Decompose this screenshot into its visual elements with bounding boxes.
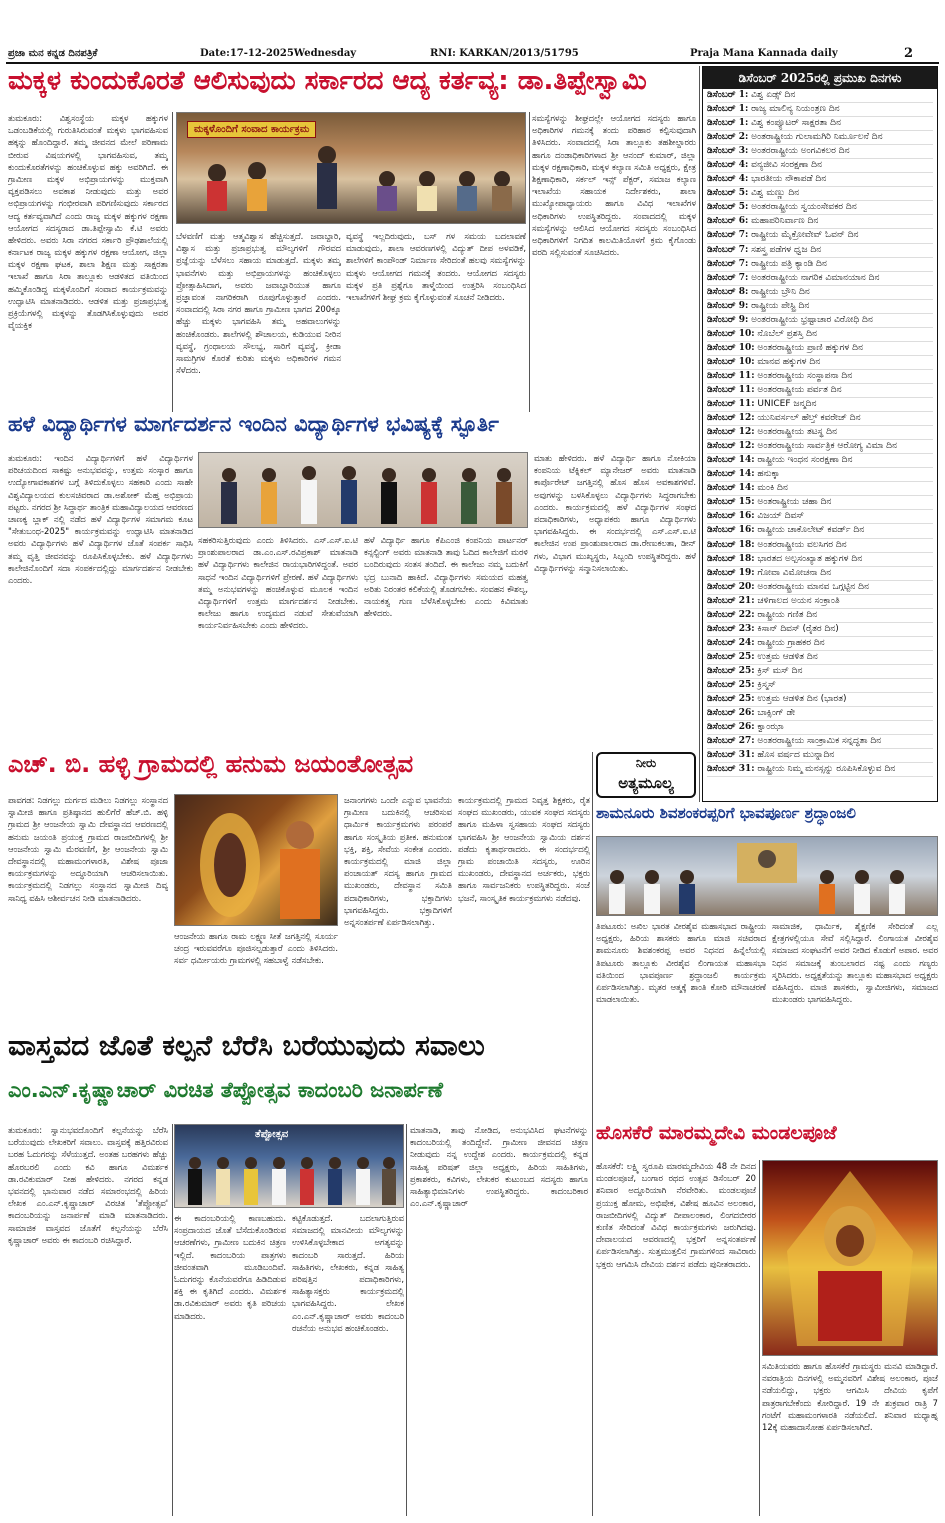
article5-column: ತುಮಕೂರು: ಸ್ವಾನುಭವದೊಂದಿಗೆ ಕಲ್ಪನೆಯನ್ನು ಬೆರೆಸಿ ಬರೆಯುವುದು ಲೇಖಕರಿಗೆ ಸವಾಲು. ವಾಸ್ತವಕ್ಕೆ ಹತ್ತಿರವಿರುವ ಬರಹ ಓದುಗರನ್ನು ಸೆಳೆಯುತ್ತದೆ. ಅಂತಹ ಬರಹಗಳು ಹೆಚ್ಚು ಹೊರಬರಲಿ ಎಂದು ಕವಿ ಹಾಗೂ ವಿಮರ್ಶಕ ಡಾ.ರವಿಕುಮಾರ್ ನೀಹ ಹೇಳಿದರು. ನಗರದ ಕನ್ನಡ ಭವನದಲ್ಲಿ ಭಾನುವಾರ ನಡೆದ ಸಮಾರಂಭದಲ್ಲಿ ಹಿರಿಯ ಲೇಖಕ ಎಂ.ಎನ್.ಕೃಷ್ಣಾಚಾರ್ ವಿರಚಿತ 'ತೆಪ್ಪೋತ್ಸವ' ಕಾದಂಬರಿಯನ್ನು ಜನಾರ್ಪಣೆ ಮಾಡಿ ಮಾತನಾಡಿದರು. ಸಾಮಾಜಿಕ ವಾಸ್ತವದ ಜೊತೆಗೆ ಕಲ್ಪನೆಯನ್ನು ಬೆರೆಸಿ ಕೃಷ್ಣಾಚಾರ್ ಅವರು ಈ ಕಾದಂಬರಿ ರಚಿಸಿದ್ದಾರೆ. [8,1125,168,1245]
december-day-item [707,524,933,538]
december-day-event: ರಾಷ್ಟ್ರೀಯ ಚಾಕೊಲೇಟ್ ಕವರ್ಡ್ ದಿನ [757,525,865,536]
column-divider [699,66,700,802]
december-day-event: ಹೊಸ ವರ್ಷದ ಮುನ್ನಾದಿನ [757,750,835,761]
december-day-event: ರಾಷ್ಟ್ರೀಯ ನಿಮ್ಮ ಮನಸ್ಸನ್ನು ರೂಪಿಸಿಕೊಳ್ಳುವ ದಿನ [757,764,896,775]
december-day-date: ಡಿಸೆಂಬರ್ 15: [707,497,755,508]
december-day-item [707,89,933,103]
december-day-event: ಯುನಿವರ್ಸಲ್ ಹೆಲ್ತ್ ಕವರೇಜ್ ದಿನ [757,413,861,424]
december-day-event: ಅಂತರರಾಷ್ಟ್ರೀಯ ಸ್ವಯಂಸೇವಕರ ದಿನ [751,202,857,213]
december-day-date: ಡಿಸೆಂಬರ್ 11: [707,399,755,410]
december-day-event: ಅಂತರರಾಷ್ಟ್ರೀಯ ಸಾರ್ವತ್ರಿಕ ಆರೋಗ್ಯ ವಿಮಾ ದಿನ [757,441,897,452]
december-day-item [707,258,933,272]
article2-column: ಹಳೆ ವಿದ್ಯಾರ್ಥಿ ಹಾಗೂ ಕೆಪಿಎಂಜಿ ಕಂಪನಿಯ ಪಾರ್ಟನರ್ ಕನ್ಸಲ್ಟಿಂಗ್ ಅವರು ಮಾತನಾಡಿ ತಾವು ಓದಿದ ಕಾಲೇಜಿಗೆ ಮರಳಿ ಬಂದಿರುವುದು ಸಂತಸ ತಂದಿದೆ. ಈ ಕಾಲೇಜು ನಮ್ಮ ಬದುಕಿಗೆ ಭದ್ರ ಬುನಾದಿ ಹಾಕಿದೆ. ವಿದ್ಯಾರ್ಥಿಗಳು ಸಮಯದ ಮಹತ್ವ ಅರಿತು ನಿರಂತರ ಕಲಿಕೆಯಲ್ಲಿ ತೊಡಗಬೇಕು. ಸಂವಹನ ಕೌಶಲ್ಯ, ನಾಯಕತ್ವ ಗುಣ ಬೆಳೆಸಿಕೊಳ್ಳಬೇಕು ಎಂದು ಕಿವಿಮಾತು ಹೇಳಿದರು. [364,535,528,619]
december-day-date: ಡಿಸೆಂಬರ್ 7: [707,230,749,241]
december-day-event: ರಾಷ್ಟ್ರೀಯ ಪತ್ರಿ ಕ್ಯಾಂಡಿ ದಿನ [751,258,827,269]
december-day-item [707,342,933,356]
december-day-date: ಡಿಸೆಂಬರ್ 1: [707,118,749,129]
december-day-item [707,314,933,328]
december-day-date: ಡಿಸೆಂಬರ್ 26: [707,722,755,733]
column-divider [529,112,530,412]
article3-photo-idol [175,795,337,925]
december-day-date: ಡಿಸೆಂಬರ್ 31: [707,764,755,775]
december-day-date: ಡಿಸೆಂಬರ್ 12: [707,441,755,452]
december-day-event: ರಾಷ್ಟ್ರೀಯ ಬ್ರೌನಿ ದಿನ [751,286,810,297]
december-day-date: ಡಿಸೆಂಬರ್ 12: [707,413,755,424]
article5-column: ಮಾತನಾಡಿ, ತಾವು ನೋಡಿದ, ಅನುಭವಿಸಿದ ಘಟನೆಗಳನ್ನು ಕಾದಂಬರಿಯಲ್ಲಿ ತಂದಿದ್ದೇನೆ. ಗ್ರಾಮೀಣ ಜೀವನದ ಚಿತ್ರಣ ನೀಡುವುದು ನನ್ನ ಉದ್ದೇಶ ಎಂದರು. ಕಾರ್ಯಕ್ರಮದಲ್ಲಿ ಕನ್ನಡ ಸಾಹಿತ್ಯ ಪರಿಷತ್ ಜಿಲ್ಲಾ ಅಧ್ಯಕ್ಷರು, ಹಿರಿಯ ಸಾಹಿತಿಗಳು, ಪ್ರಕಾಶಕರು, ಕವಿಗಳು, ಲೇಖಕರ ಕುಟುಂಬದ ಸದಸ್ಯರು ಹಾಗೂ ಸಾಹಿತ್ಯಾಭಿಮಾನಿಗಳು ಉಪಸ್ಥಿತರಿದ್ದರು. ಕಾದಂಬರಿಕಾರ ಎಂ.ಎನ್.ಕೃಷ್ಣಾಚಾರ್ [410,1125,588,1209]
december-day-item [707,482,933,496]
december-day-item [707,539,933,553]
december-day-date: ಡಿಸೆಂಬರ್ 12: [707,427,755,438]
december-day-item [707,159,933,173]
december-day-event: ಸಶಸ್ತ್ರ ಪಡೆಗಳ ಧ್ವಜ ದಿನ [751,244,822,255]
december-day-date: ಡಿಸೆಂಬರ್ 14: [707,483,755,494]
article6-photo [762,1160,938,1356]
december-day-item [707,553,933,567]
article5-headline: ವಾಸ್ತವದ ಜೊತೆ ಕಲ್ಪನೆ ಬೆರೆಸಿ ಬರೆಯುವುದು ಸವಾಲು [8,1032,485,1062]
december-day-item [707,215,933,229]
december-day-date: ಡಿಸೆಂಬರ್ 7: [707,272,749,283]
december-day-date: ಡಿಸೆಂಬರ್ 22: [707,609,755,620]
december-day-item [707,749,933,763]
december-day-item [707,440,933,454]
december-day-event: ಅಂತರರಾಷ್ಟ್ರೀಯ ಸಾಂಕ್ರಾಮಿಕ ಸನ್ನದ್ಧತಾ ದಿನ [757,736,882,747]
december-days-box [702,66,938,802]
december-day-date: ಡಿಸೆಂಬರ್ 16: [707,525,755,536]
column-divider [172,112,173,412]
water-ad-box [596,752,696,798]
article5-photo-figures [175,1125,403,1207]
article5-photo [174,1124,404,1208]
column-divider [172,1124,173,1516]
article4-photo [596,836,938,916]
december-day-date: ಡಿಸೆಂಬರ್ 20: [707,581,755,592]
december-day-date: ಡಿಸೆಂಬರ್ 5: [707,188,749,199]
masthead: ಪ್ರಜಾ ಮನ ಕನ್ನಡ ದಿನಪತ್ರಿಕೆ [8,48,98,59]
december-day-event: ಚಳಿಗಾಲದ ಅಯನ ಸಂಕ್ರಾಂತಿ [757,595,840,606]
article1-photo-figures [177,113,525,223]
december-day-item [707,201,933,215]
december-day-item [707,300,933,314]
december-day-item [707,609,933,623]
december-day-item [707,567,933,581]
december-day-event: ಭಾರತದ ಅಲ್ಪಸಂಖ್ಯಾತ ಹಕ್ಕುಗಳ ದಿನ [757,553,863,564]
december-day-date: ಡಿಸೆಂಬರ್ 25: [707,665,755,676]
water-ad-line2: ಅತ್ಯಮೂಲ್ಯ [618,774,674,792]
december-day-item [707,103,933,117]
december-day-event: ರಾಷ್ಟ್ರೀಯ ಪೇಸ್ಟ್ರಿ ದಿನ [751,300,810,311]
december-day-date: ಡಿಸೆಂಬರ್ 5: [707,202,749,213]
december-day-item [707,581,933,595]
article2-photo [198,452,528,528]
december-day-event: ರಾಷ್ಟ್ರೀಯ ಗ್ರಾಹಕರ ದಿನ [757,637,825,648]
december-day-event: ಮಹಾಪರಿನಿರ್ವಾಣ ದಿನ [751,216,819,227]
december-day-event: ವಿಶ್ವ ಕಂಪ್ಯೂಟರ್ ಸಾಕ್ಷರತಾ ದಿನ [751,118,841,129]
december-day-event: ಅಂತರರಾಷ್ಟ್ರೀಯ ಪರ್ವತ ದಿನ [757,384,842,395]
december-day-date: ಡಿಸೆಂಬರ್ 25: [707,679,755,690]
article5-subheadline: ಎಂ.ಎನ್.ಕೃಷ್ಣಾಚಾರ್ ವಿರಚಿತ ತೆಪ್ಪೋತ್ಸವ ಕಾದಂಬರಿ ಜನಾರ್ಪಣೆ [8,1080,443,1102]
december-day-item [707,468,933,482]
article4-column: ತಿಪಟೂರು: ಅಖಿಲ ಭಾರತ ವೀರಶೈವ ಮಹಾಸಭಾದ ರಾಷ್ಟ್ರೀಯ ಅಧ್ಯಕ್ಷರು, ಹಿರಿಯ ಶಾಸಕರು ಹಾಗೂ ಮಾಜಿ ಸಚಿವರಾದ ಶಾಮನೂರು ಶಿವಶಂಕರಪ್ಪ ಅವರ ನಿಧನದ ಹಿನ್ನೆಲೆಯಲ್ಲಿ ತಿಪಟೂರು ತಾಲ್ಲೂಕು ವೀರಶೈವ ಲಿಂಗಾಯತ ಮಹಾಸಭಾ ವತಿಯಿಂದ ಭಾವಪೂರ್ಣ ಶ್ರದ್ಧಾಂಜಲಿ ಕಾರ್ಯಕ್ರಮ ಏರ್ಪಡಿಸಲಾಗಿತ್ತು. ಮೃತರ ಆತ್ಮಕ್ಕೆ ಶಾಂತಿ ಕೋರಿ ಮೌನಾಚರಣೆ ಮಾಡಲಾಯಿತು. [596,921,766,1005]
december-day-date: ಡಿಸೆಂಬರ್ 2: [707,132,749,143]
december-day-date: ಡಿಸೆಂಬರ್ 10: [707,356,755,367]
december-day-date: ಡಿಸೆಂಬರ್ 24: [707,637,755,648]
december-day-item [707,426,933,440]
december-day-date: ಡಿಸೆಂಬರ್ 4: [707,174,749,185]
december-day-event: ಗೋವಾ ವಿಮೋಚನಾ ದಿನ [757,567,832,578]
december-day-event: ರಾಜ್ಯ ಮಾಲಿನ್ಯ ನಿಯಂತ್ರಣ ದಿನ [751,104,840,115]
article1-banner: ಮಕ್ಕಳೊಂದಿಗೆ ಸಂವಾದ ಕಾರ್ಯಕ್ರಮ [187,121,316,138]
december-day-date: ಡಿಸೆಂಬರ್ 4: [707,160,749,171]
december-day-item [707,665,933,679]
article5-column: ಕಟ್ಟಿಕೊಡುತ್ತದೆ. ಬದಲಾಗುತ್ತಿರುವ ಸಮಾಜದಲ್ಲಿ ಮಾನವೀಯ ಮೌಲ್ಯಗಳನ್ನು ಉಳಿಸಿಕೊಳ್ಳಬೇಕಾದ ಅಗತ್ಯವನ್ನು ಕಾದಂಬರಿ ಸಾರುತ್ತದೆ. ಹಿರಿಯ ಸಾಹಿತಿಗಳು, ಲೇಖಕರು, ಕನ್ನಡ ಸಾಹಿತ್ಯ ಪರಿಷತ್ತಿನ ಪದಾಧಿಕಾರಿಗಳು, ಸಾಹಿತ್ಯಾಸಕ್ತರು ಕಾರ್ಯಕ್ರಮದಲ್ಲಿ ಭಾಗವಹಿಸಿದ್ದರು. ಲೇಖಕ ಎಂ.ಎನ್.ಕೃಷ್ಣಾಚಾರ್ ಅವರು ಕಾದಂಬರಿ ರಚನೆಯ ಅನುಭವ ಹಂಚಿಕೊಂಡರು. [292,1213,404,1333]
article2-column: ತುಮಕೂರು: ಇಂದಿನ ವಿದ್ಯಾರ್ಥಿಗಳಿಗೆ ಹಳೆ ವಿದ್ಯಾರ್ಥಿಗಳ ಪರಿಚಯದಿಂದ ಸಾಕಷ್ಟು ಅನುಭವವನ್ನು, ಉತ್ತಮ ಸಂಸ್ಕಾರ ಹಾಗೂ ಉದ್ಯೋಗಾವಕಾಶಗಳ ಬಗ್ಗೆ ತಿಳಿದುಕೊಳ್ಳಲು ಸಹಕಾರಿ ಎಂದು ಸಾಹೇ ವಿಶ್ವವಿದ್ಯಾಲಯದ ಕುಲಸಚಿವರಾದ ಡಾ.ಅಶೋಕ್ ಮೆಹ್ತ ಅಭಿಪ್ರಾಯ ಪಟ್ಟರು. ನಗರದ ಶ್ರೀ ಸಿದ್ಧಾರ್ಥ ತಾಂತ್ರಿಕ ಮಹಾವಿದ್ಯಾಲಯದ ಆವರಣದ ಚಾಣಕ್ಯ ಬ್ಲಾಕ್ ನಲ್ಲಿ ನಡೆದ ಹಳೆ ವಿದ್ಯಾರ್ಥಿಗಳ ಸಮಾಗಮ ಕೂಟ "ಸೇತುಬಂಧ-2025" ಕಾರ್ಯಕ್ರಮವನ್ನು ಉದ್ಘಾಟಿಸಿ ಮಾತನಾಡಿದ ಅವರು ವಿದ್ಯಾರ್ಥಿಗಳು ಹಳೆ ವಿದ್ಯಾರ್ಥಿಗಳ ಜೊತೆ ಸಂಪರ್ಕ ಸಾಧಿಸಿ ತಮ್ಮ ವೃತ್ತಿ ಜೀವನವನ್ನು ರೂಪಿಸಿಕೊಳ್ಳಬೇಕು. ಹಳೆ ವಿದ್ಯಾರ್ಥಿಗಳು ಕಾಲೇಜಿನೊಂದಿಗೆ ಸದಾ ಸಂಪರ್ಕದಲ್ಲಿದ್ದು ಮಾರ್ಗದರ್ಶನ ನೀಡಬೇಕು ಎಂದರು. [8,453,193,585]
article1-headline: ಮಕ್ಕಳ ಕುಂದುಕೊರತೆ ಆಲಿಸುವುದು ಸರ್ಕಾರದ ಆದ್ಯ ಕರ್ತವ್ಯ: ಡಾ.ತಿಪ್ಪೇಸ್ವಾಮಿ [8,68,647,96]
december-day-item [707,370,933,384]
december-day-event: ವಿಜಯ್ ದಿವಸ್ [757,511,804,522]
article2-headline: ಹಳೆ ವಿದ್ಯಾರ್ಥಿಗಳ ಮಾರ್ಗದರ್ಶನ ಇಂದಿನ ವಿದ್ಯಾರ್ಥಿಗಳ ಭವಿಷ್ಯಕ್ಕೆ ಸ್ಫೂರ್ತಿ [8,414,499,436]
december-day-item [707,244,933,258]
water-ad-line1: ನೀರು [635,756,657,770]
article1-column: ಸಮಸ್ಯೆಗಳನ್ನು ಶೀಘ್ರದಲ್ಲೇ ಆಯೋಗದ ಸದಸ್ಯರು ಹಾಗೂ ಅಧಿಕಾರಿಗಳ ಗಮನಕ್ಕೆ ತಂದು ಪರಿಹಾರ ಕಲ್ಪಿಸುವುದಾಗಿ ತಿಳಿಸಿದರು. ಸಂವಾದದಲ್ಲಿ ಸಿರಾ ತಾಲ್ಲೂಕು ತಹಶೀಲ್ದಾರರು ಹಾಗೂ ದಂಡಾಧಿಕಾರಿಗಳಾದ ಶ್ರೀ ಆನಂದ್ ಕುಮಾರ್, ಜಿಲ್ಲಾ ಮಕ್ಕಳ ರಕ್ಷಣಾಧಿಕಾರಿ, ಮಕ್ಕಳ ಕಲ್ಯಾಣ ಸಮಿತಿ ಅಧ್ಯಕ್ಷರು, ಕ್ಷೇತ್ರ ಶಿಕ್ಷಣಾಧಿಕಾರಿ, ಸರ್ಕಲ್ ಇನ್ಸ್ ಪೆಕ್ಟರ್, ಸಮಾಜ ಕಲ್ಯಾಣ ಇಲಾಖೆಯ ಸಹಾಯಕ ನಿರ್ದೇಶಕರು, ಶಾಲಾ ಮುಖ್ಯೋಪಾಧ್ಯಾಯರು ಹಾಗೂ ವಿವಿಧ ಇಲಾಖೆಗಳ ಅಧಿಕಾರಿಗಳು ಉಪಸ್ಥಿತರಿದ್ದರು. ಸಂವಾದದಲ್ಲಿ ಮಕ್ಕಳ ಸಮಸ್ಯೆಗಳನ್ನು ಆಲಿಸಿದ ಆಯೋಗದ ಸದಸ್ಯರು ಸಂಬಂಧಿಸಿದ ಅಧಿಕಾರಿಗಳಿಗೆ ನಿಗದಿತ ಕಾಲಮಿತಿಯೊಳಗೆ ಕ್ರಮ ಕೈಗೊಂಡು ವರದಿ ಸಲ್ಲಿಸುವಂತೆ ಸೂಚಿಸಿದರು. [532,113,696,258]
december-day-event: ಅಂತರಾಷ್ಟ್ರೀಯ ಗುಲಾಮಗಿರಿ ನಿರ್ಮೂಲನೆ ದಿನ [751,132,883,143]
december-day-event: ಅಂತರರಾಷ್ಟ್ರೀಯ ವಲಸಿಗರ ದಿನ [757,539,847,550]
december-day-item [707,454,933,468]
december-day-event: ಅಂತರರಾಷ್ಟ್ರೀಯ ಪ್ರಾಣಿ ಹಕ್ಕುಗಳ ದಿನ [757,342,863,353]
page-number: 2 [904,46,914,61]
december-day-event: ಕ್ರಿಸ್ ಮಸ್ ದಿನ [757,665,803,676]
december-day-item [707,510,933,524]
december-day-event: ಹನುಕ್ಕಾ [757,469,780,480]
december-day-item [707,623,933,637]
december-day-event: ಅಂತರರಾಷ್ಟ್ರೀಯ ಮಾನವ ಒಗ್ಗಟ್ಟಿನ ದಿನ [757,581,869,592]
december-day-item [707,272,933,286]
december-day-event: ಕಿಸಾನ್ ದಿವಸ್ (ರೈತರ ದಿನ) [757,623,839,634]
december-day-event: UNICEF ಜನ್ಮದಿನ [757,399,817,410]
article4-column: ಸಾಮಾಜಿಕ, ಧಾರ್ಮಿಕ, ಶೈಕ್ಷಣಿಕ ಸೇರಿದಂತೆ ಎಲ್ಲ ಕ್ಷೇತ್ರಗಳಲ್ಲಿಯೂ ಸೇವೆ ಸಲ್ಲಿಸಿದ್ದಾರೆ. ಲಿಂಗಾಯತ ವೀರಶೈವ ಸಮಾಜದ ಸಂಘಟನೆಗೆ ಅವರ ನೀಡಿದ ಕೊಡುಗೆ ಅಪಾರ. ಅವರ ನಿಧನ ಸಮಾಜಕ್ಕೆ ತುಂಬಲಾರದ ನಷ್ಟ ಎಂದು ಗಣ್ಯರು ಸ್ಮರಿಸಿದರು. ಅಧ್ಯಕ್ಷತೆಯನ್ನು ತಾಲ್ಲೂಕು ಮಹಾಸಭಾದ ಅಧ್ಯಕ್ಷರು ವಹಿಸಿದ್ದರು. ಮಾಜಿ ಶಾಸಕರು, ಸ್ವಾಮೀಜಿಗಳು, ಸಮಾಜದ ಮುಖಂಡರು ಭಾಗವಹಿಸಿದ್ದರು. [772,921,938,1005]
article1-column: ಬೆಳವಣಿಗೆ ಮತ್ತು ಆತ್ಮವಿಶ್ವಾಸ ಹೆಚ್ಚಿಸುತ್ತದೆ. ಜವಾಬ್ದಾರಿ, ವಿಶ್ವಾಸ ಮತ್ತು ಪ್ರಜಾಪ್ರಭುತ್ವ ಮೌಲ್ಯಗಳಿಗೆ ಗೌರವದ ಪ್ರಜ್ಞೆಯನ್ನು ಬೆಳೆಸಲು ಸಹಾಯ ಮಾಡುತ್ತದೆ. ಮಕ್ಕಳು ತಮ್ಮ ಭಾವನೆಗಳು ಮತ್ತು ಅಭಿಪ್ರಾಯಗಳನ್ನು ಹಂಚಿಕೊಳ್ಳಲು ಪ್ರೋತ್ಸಾಹಿಸಿದಾಗ, ಅವರು ಜವಾಬ್ದಾರಿಯುತ ಹಾಗೂ ಪ್ರಜ್ಞಾವಂತ ನಾಗರಿಕರಾಗಿ ರೂಪುಗೊಳ್ಳುತ್ತಾರೆ ಎಂದರು. ಸಂವಾದದಲ್ಲಿ ಸಿರಾ ನಗರ ಹಾಗೂ ಗ್ರಾಮೀಣ ಭಾಗದ 200ಕ್ಕೂ ಹೆಚ್ಚು ಮಕ್ಕಳು ಭಾಗವಹಿಸಿ ತಮ್ಮ ಅಹವಾಲುಗಳನ್ನು ಹಂಚಿಕೊಂಡರು. ಶಾಲೆಗಳಲ್ಲಿ ಶೌಚಾಲಯ, ಕುಡಿಯುವ ನೀರಿನ ವ್ಯವಸ್ಥೆ, ಗ್ರಂಥಾಲಯ ಸೌಲಭ್ಯ, ಸಾರಿಗೆ ವ್ಯವಸ್ಥೆ, ಕ್ರೀಡಾ ಸಾಮಗ್ರಿಗಳ ಕೊರತೆ ಕುರಿತು ಮಕ್ಕಳು ಅಧಿಕಾರಿಗಳ ಗಮನ ಸೆಳೆದರು. [176,231,341,376]
december-day-event: ಕ್ವಾಂಝಾ [757,722,784,733]
december-day-date: ಡಿಸೆಂಬರ್ 11: [707,384,755,395]
december-day-event: ರಾಷ್ಟ್ರೀಯ ಇಂಧನ ಸಂರಕ್ಷಣಾ ದಿನ [757,455,853,466]
december-day-item [707,398,933,412]
article2-column: ಸಹಕರಿಸುತ್ತಿರುವುದು ಎಂದು ತಿಳಿಸಿದರು. ಎಸ್.ಎಸ್.ಐ.ಟಿ ಪ್ರಾಂಶುಪಾಲರಾದ ಡಾ.ಎಂ.ಎಸ್.ರವಿಪ್ರಕಾಶ್ ಮಾತನಾಡಿ ಹಳೆ ವಿದ್ಯಾರ್ಥಿಗಳು ಕಾಲೇಜಿನ ರಾಯಭಾರಿಗಳಿದ್ದಂತೆ. ಅವರ ಸಾಧನೆ ಇಂದಿನ ವಿದ್ಯಾರ್ಥಿಗಳಿಗೆ ಪ್ರೇರಣೆ. ಹಳೆ ವಿದ್ಯಾರ್ಥಿಗಳು ತಮ್ಮ ಅನುಭವಗಳನ್ನು ಹಂಚಿಕೊಳ್ಳುವ ಮೂಲಕ ಇಂದಿನ ವಿದ್ಯಾರ್ಥಿಗಳಿಗೆ ಉತ್ತಮ ಮಾರ್ಗದರ್ಶನ ನೀಡಬೇಕು. ಕಾಲೇಜು ಹಾಗೂ ಉದ್ಯಮದ ನಡುವೆ ಸೇತುವೆಯಾಗಿ ಕಾರ್ಯನಿರ್ವಹಿಸಬೇಕು ಎಂದು ಹೇಳಿದರು. [198,535,358,631]
december-day-event: ರಾಷ್ಟ್ರೀಯ ಗಣಿತ ದಿನ [757,609,818,620]
december-day-item [707,595,933,609]
column-divider [759,1160,760,1516]
article5-banner: ತೆಪ್ಪೋತ್ಸವ [255,1129,289,1140]
december-day-date: ಡಿಸೆಂಬರ್ 14: [707,455,755,466]
december-day-item [707,721,933,735]
december-day-date: ಡಿಸೆಂಬರ್ 25: [707,651,755,662]
article2-column: ಮಾತು ಹೇಳಿದರು. ಹಳೆ ವಿದ್ಯಾರ್ಥಿ ಹಾಗೂ ನೋಕಿಯಾ ಕಂಪನಿಯ ಟೆಕ್ನಿಕಲ್ ಮ್ಯಾನೇಜರ್ ಅವರು ಮಾತನಾಡಿ ಕಾರ್ಪೊರೇಟ್ ಜಗತ್ತಿನಲ್ಲಿ ಹೊಸ ಹೊಸ ಅವಕಾಶಗಳಿವೆ. ಅವುಗಳನ್ನು ಬಳಸಿಕೊಳ್ಳಲು ವಿದ್ಯಾರ್ಥಿಗಳು ಸಿದ್ಧರಾಗಬೇಕು ಎಂದರು. ಕಾರ್ಯಕ್ರಮದಲ್ಲಿ ಹಳೆ ವಿದ್ಯಾರ್ಥಿಗಳ ಸಂಘದ ಪದಾಧಿಕಾರಿಗಳು, ಅಧ್ಯಾಪಕರು ಹಾಗೂ ವಿದ್ಯಾರ್ಥಿಗಳು ಭಾಗವಹಿಸಿದ್ದರು. ಈ ಸಂದರ್ಭದಲ್ಲಿ ಎಸ್.ಎಸ್.ಐ.ಟಿ ಕಾಲೇಜಿನ ಉಪ ಪ್ರಾಂಶುಪಾಲರಾದ ಡಾ.ರೇಣುಕಲತಾ, ಡೀನ್ ಗಳು, ವಿಭಾಗ ಮುಖ್ಯಸ್ಥರು, ಸಿಬ್ಬಂದಿ ಉಪಸ್ಥಿತರಿದ್ದರು. ಹಳೆ ವಿದ್ಯಾರ್ಥಿಗಳನ್ನು ಸನ್ಮಾನಿಸಲಾಯಿತು. [534,453,696,573]
article1-column: ವ್ಯವಸ್ಥೆ ಇಲ್ಲದಿರುವುದು, ಬಸ್ ಗಳ ಸಮಯ ಬದಲಾವಣೆ ಮಾಡುವುದು, ಶಾಲಾ ಆವರಣಗಳಲ್ಲಿ ವಿದ್ಯುತ್ ದೀಪ ಅಳವಡಿಕೆ, ಶಾಲೆಗಳಿಗೆ ಕಾಂಪೌಂಡ್ ನಿರ್ಮಾಣ ಸೇರಿದಂತೆ ಹಲವು ಸಮಸ್ಯೆಗಳನ್ನು ಮಕ್ಕಳು ಆಯೋಗದ ಗಮನಕ್ಕೆ ತಂದರು. ಆಯೋಗದ ಸದಸ್ಯರು ಮಕ್ಕಳ ಪ್ರತಿ ಪ್ರಶ್ನೆಗೂ ತಾಳ್ಮೆಯಿಂದ ಉತ್ತರಿಸಿ ಸಂಬಂಧಿಸಿದ ಇಲಾಖೆಗಳಿಗೆ ಶೀಘ್ರ ಕ್ರಮ ಕೈಗೊಳ್ಳುವಂತೆ ಸೂಚನೆ ನೀಡಿದರು. [346,231,526,302]
december-day-item [707,187,933,201]
december-day-date: ಡಿಸೆಂಬರ್ 18: [707,539,755,550]
article6-photo-caption: ಸಮಿತಿಯವರು ಹಾಗೂ ಹೊಸಕೆರೆ ಗ್ರಾಮಸ್ಥರು ಮನವಿ ಮಾಡಿದ್ದಾರೆ. ನವರಾತ್ರಿಯ ದಿನಗಳಲ್ಲಿ ಅಮ್ಮನವರಿಗೆ ವಿಶೇಷ ಅಲಂಕಾರ, ಪೂಜೆ ನಡೆಯಲಿದ್ದು, ಭಕ್ತರು ಆಗಮಿಸಿ ದೇವಿಯ ಕೃಪೆಗೆ ಪಾತ್ರರಾಗಬೇಕೆಂದು ಕೋರಿದ್ದಾರೆ. 19 ನೇ ಶುಕ್ರವಾರ ರಾತ್ರಿ 7 ಗಂಟೆಗೆ ಮಹಾಮಂಗಳಾರತಿ ನಡೆಯಲಿದೆ. ಶನಿವಾರ ಮಧ್ಯಾಹ್ನ 12ಕ್ಕೆ ಮಹಾದಾಸೋಹ ಏರ್ಪಡಿಸಲಾಗಿದೆ. [762,1361,938,1432]
article4-photo-figures [597,837,937,915]
december-day-item [707,356,933,370]
december-day-item [707,735,933,749]
article4-headline: ಶಾಮನೂರು ಶಿವಶಂಕರಪ್ಪರಿಗೆ ಭಾವಪೂರ್ಣ ಶ್ರದ್ಧಾಂಜಲಿ [596,806,856,822]
december-day-date: ಡಿಸೆಂಬರ್ 18: [707,553,755,564]
december-day-event: ನೊಬೆಲ್ ಪ್ರಶಸ್ತಿ ದಿನ [757,328,817,339]
december-day-event: ಅಂತರರಾಷ್ಟ್ರೀಯ ತಟಸ್ಥ ದಿನ [757,427,837,438]
article6-headline: ಹೊಸಕೆರೆ ಮಾರಮ್ಮದೇವಿ ಮಂಡಲಪೂಜೆ [596,1124,837,1144]
column-divider [406,1124,407,1516]
december-day-item [707,637,933,651]
december-day-date: ಡಿಸೆಂಬರ್ 21: [707,595,755,606]
december-day-event: ವನ್ಯಜೀವಿ ಸಂರಕ್ಷಣಾ ದಿನ [751,160,822,171]
december-days-title: ಡಿಸೆಂಬರ್ 2025ರಲ್ಲಿ ಪ್ರಮುಖ ದಿನಗಳು [703,67,937,89]
december-day-item [707,693,933,707]
december-day-item [707,384,933,398]
december-day-item [707,173,933,187]
article3-column: ಜನಾಂಗಗಳು ಒಂದೇ ಎನ್ನುವ ಭಾವನೆಯ ಗ್ರಾಮೀಣ ಬದುಕಿನಲ್ಲಿ ಆಚರಿಸುವ ಧಾರ್ಮಿಕ ಕಾರ್ಯಕ್ರಮಗಳು ಪರಂಪರೆ ಹಾಗೂ ಸಂಸ್ಕೃತಿಯ ಪ್ರತೀಕ. ಹನುಮಂತ ಭಕ್ತಿ, ಶಕ್ತಿ, ಸೇವೆಯ ಸಂಕೇತ ಎಂದರು. ಕಾರ್ಯಕ್ರಮದಲ್ಲಿ ಮಾಜಿ ಜಿಲ್ಲಾ ಪಂಚಾಯತ್ ಸದಸ್ಯ ಹಾಗೂ ಗ್ರಾಮದ ಮುಖಂಡರು, ದೇವಸ್ಥಾನ ಸಮಿತಿ ಪದಾಧಿಕಾರಿಗಳು, ಭಕ್ತಾದಿಗಳು ಭಾಗವಹಿಸಿದ್ದರು. ಭಕ್ತಾದಿಗಳಿಗೆ ಅನ್ನಸಂತರ್ಪಣೆ ಏರ್ಪಡಿಸಲಾಗಿತ್ತು. [344,795,452,927]
article3-column: ಕಾರ್ಯಕ್ರಮದಲ್ಲಿ ಗ್ರಾಮದ ನಿವೃತ್ತ ಶಿಕ್ಷಕರು, ರೈತ ಸಂಘದ ಮುಖಂಡರು, ಯುವಕ ಸಂಘದ ಸದಸ್ಯರು ಹಾಗೂ ಮಹಿಳಾ ಸ್ವಸಹಾಯ ಸಂಘದ ಸದಸ್ಯರು ಭಾಗವಹಿಸಿ ಶ್ರೀ ಆಂಜನೇಯ ಸ್ವಾಮಿಯ ದರ್ಶನ ಪಡೆದು ಕೃತಾರ್ಥರಾದರು. ಈ ಸಂದರ್ಭದಲ್ಲಿ ಗ್ರಾಮ ಪಂಚಾಯಿತಿ ಸದಸ್ಯರು, ಊರಿನ ಮುಖಂಡರು, ದೇವಸ್ಥಾನದ ಅರ್ಚಕರು, ಭಕ್ತರು ಹಾಗೂ ಸಾರ್ವಜನಿಕರು ಉಪಸ್ಥಿತರಿದ್ದರು. ಸಂಜೆ ಭಜನೆ, ಸಾಂಸ್ಕೃತಿಕ ಕಾರ್ಯಕ್ರಮಗಳು ನಡೆದವು. [458,795,590,903]
december-day-date: ಡಿಸೆಂಬರ್ 9: [707,300,749,311]
december-day-date: ಡಿಸೆಂಬರ್ 8: [707,286,749,297]
december-day-event: ಅಂತರಾಷ್ಟ್ರೀಯ ಚಹಾ ದಿನ [757,497,832,508]
december-day-date: ಡಿಸೆಂಬರ್ 1: [707,104,749,115]
december-day-event: ಮಾನವ ಹಕ್ಕುಗಳ ದಿನ [757,356,821,367]
issue-date: Date:17-12-2025Wednesday [200,48,357,59]
article6-photo-deity [763,1161,937,1355]
december-days-list [703,89,937,777]
december-day-item [707,651,933,665]
december-day-item [707,496,933,510]
december-day-event: ಉತ್ತಮ ಆಡಳಿತ ದಿನ (ಭಾರತ) [757,694,847,705]
december-day-item [707,131,933,145]
december-day-event: ಭಾರತೀಯ ನೌಕಾಪಡೆ ದಿನ [751,174,827,185]
december-day-date: ಡಿಸೆಂಬರ್ 9: [707,314,749,325]
december-day-item [707,328,933,342]
article1-column: ತುಮಕೂರು: ವಿಶ್ವಸಂಸ್ಥೆಯ ಮಕ್ಕಳ ಹಕ್ಕುಗಳ ಒಡಂಬಡಿಕೆಯಲ್ಲಿ ಗುರುತಿಸಿರುವಂತೆ ಮಕ್ಕಳು ಭಾಗವಹಿಸುವ ಹಕ್ಕನ್ನು ಹೊಂದಿದ್ದಾರೆ. ತಮ್ಮ ಜೀವನದ ಮೇಲೆ ಪರಿಣಾಮ ಬೀರುವ ವಿಷಯಗಳಲ್ಲಿ ಭಾಗವಹಿಸುವ, ತಮ್ಮ ಕುಂದುಕೊರತೆಗಳನ್ನು ಹಂಚಿಕೊಳ್ಳುವ ಹಕ್ಕು ಅವರಿಗಿದೆ. ಈ ಗ್ರಾಮೀಣ ಮಕ್ಕಳ ಅಭಿಪ್ರಾಯಗಳನ್ನು ಮುಕ್ತವಾಗಿ ವ್ಯಕ್ತಪಡಿಸಲು ಅವಕಾಶ ನೀಡುವುದು ಮತ್ತು ಅವರ ಅಭಿಪ್ರಾಯಗಳನ್ನು ಗಂಭೀರವಾಗಿ ಪರಿಗಣಿಸುವುದು ಸರ್ಕಾರದ ಆದ್ಯ ಕರ್ತವ್ಯವಾಗಿದೆ ಎಂದು ರಾಜ್ಯ ಮಕ್ಕಳ ಹಕ್ಕುಗಳ ರಕ್ಷಣಾ ಆಯೋಗದ ಸದಸ್ಯರಾದ ಡಾ.ತಿಪ್ಪೇಸ್ವಾಮಿ ಕೆ.ಟಿ ಅವರು ಹೇಳಿದರು. ಅವರು ಸಿರಾ ನಗರದ ಸರ್ಕಾರಿ ಪ್ರೌಢಶಾಲೆಯಲ್ಲಿ ಕರ್ನಾಟಕ ರಾಜ್ಯ ಮಕ್ಕಳ ಹಕ್ಕುಗಳ ರಕ್ಷಣಾ ಆಯೋಗ, ಜಿಲ್ಲಾ ಮಕ್ಕಳ ರಕ್ಷಣಾ ಘಟಕ, ಶಾಲಾ ಶಿಕ್ಷಣ ಮತ್ತು ಸಾಕ್ಷರತಾ ಇಲಾಖೆ ಹಾಗೂ ಸಿರಾ ತಾಲ್ಲೂಕು ಆಡಳಿತದ ವತಿಯಿಂದ ಹಮ್ಮಿಕೊಂಡಿದ್ದ ಮಕ್ಕಳೊಂದಿಗೆ ಸಂವಾದ ಕಾರ್ಯಕ್ರಮವನ್ನು ಉದ್ಘಾಟಿಸಿ ಮಾತನಾಡಿದರು. ಆಡಳಿತ ಮತ್ತು ಪ್ರಜಾಪ್ರಭುತ್ವ ಪ್ರಕ್ರಿಯೆಗಳಲ್ಲಿ ಮಕ್ಕಳನ್ನು ತೊಡಗಿಸಿಕೊಳ್ಳುವುದು ಅವರ ವೈಯಕ್ತಿಕ [8,113,168,331]
december-day-date: ಡಿಸೆಂಬರ್ 31: [707,750,755,761]
december-day-date: ಡಿಸೆಂಬರ್ 26: [707,708,755,719]
december-day-item [707,286,933,300]
december-day-item [707,229,933,243]
article3-photo-caption: ಆಂಜನೇಯ ಹಾಗೂ ರಾಮ ಲಕ್ಷ್ಮಣ ಸೀತೆ ಜಗತ್ತಿನಲ್ಲಿ ಸೂರ್ಯ ಚಂದ್ರ ಇರುವವರೆಗೂ ಪೂಜಿಸಲ್ಪಡುತ್ತಾರೆ ಎಂದು ತಿಳಿಸಿದರು. ಸರ್ವ ಧರ್ಮೀಯರು ಗ್ರಾಮಗಳಲ್ಲಿ ಸಹಬಾಳ್ವೆ ನಡೆಸಬೇಕು. [174,931,338,966]
masthead-rule [6,62,939,64]
paper-name: Praja Mana Kannada daily [690,48,838,59]
december-day-date: ಡಿಸೆಂಬರ್ 7: [707,244,749,255]
article6-column: ಹೊಸಕೆರೆ: ಲಕ್ಷ್ಮಿ ಸ್ವರೂಪಿ ಮಾರಮ್ಮದೇವಿಯ 48 ನೇ ದಿನದ ಮಂಡಲಪೂಜೆ, ಬಂಗಾರ ರಥದ ಉತ್ಸವ ಡಿಸೆಂಬರ್ 20 ಶನಿವಾರ ಅದ್ದೂರಿಯಾಗಿ ನೆರವೇರಿತು. ಮಂಡಲಪೂಜೆ ಪ್ರಯುಕ್ತ ಹೋಮ, ಅಭಿಷೇಕ, ವಿಶೇಷ ಹೂವಿನ ಅಲಂಕಾರ, ರಾಜಬೀದಿಗಳಲ್ಲಿ ವಿದ್ಯುತ್ ದೀಪಾಲಂಕಾರ, ಲಿಂಗದಬೀರರ ಕುಣಿತ ಸೇರಿದಂತೆ ವಿವಿಧ ಕಾರ್ಯಕ್ರಮಗಳು ಜರುಗಿದವು. ದೇವಾಲಯದ ಆವರಣದಲ್ಲಿ ಭಕ್ತರಿಗೆ ಅನ್ನಸಂತರ್ಪಣೆ ಏರ್ಪಡಿಸಲಾಗಿತ್ತು. ಸುತ್ತಮುತ್ತಲಿನ ಗ್ರಾಮಗಳಿಂದ ಸಾವಿರಾರು ಭಕ್ತರು ಆಗಮಿಸಿ ದೇವಿಯ ದರ್ಶನ ಪಡೆದು ಪುನೀತರಾದರು. [596,1161,756,1269]
december-day-date: ಡಿಸೆಂಬರ್ 23: [707,623,755,634]
december-day-date: ಡಿಸೆಂಬರ್ 7: [707,258,749,269]
december-day-item [707,707,933,721]
december-day-event: ಕ್ರಿಸ್ಮಸ್ [757,679,776,690]
december-day-date: ಡಿಸೆಂಬರ್ 1: [707,90,749,100]
december-day-event: ಅಂತರರಾಷ್ಟ್ರೀಯ ಸಂಸ್ಥಾಪನಾ ದಿನ [757,370,853,381]
december-day-date: ಡಿಸೆಂಬರ್ 10: [707,342,755,353]
rni-number: RNI: KARKAN/2013/51795 [430,48,579,59]
december-day-date: ಡಿಸೆಂಬರ್ 11: [707,370,755,381]
article3-column: ಪಾವಗಡ: ನಿಡಗಲ್ಲು ದುರ್ಗದ ಮಡಿಲು ನಿಡಗಲ್ಲು ಸಂಸ್ಥಾನದ ಸ್ವಾಮೀಜಿ ಹಾಗೂ ಪ್ರತಿಷ್ಠಾನದ ಹುಲಿಗೆರೆ ಹೆಚ್.ಬಿ. ಹಳ್ಳಿ ಗ್ರಾಮದ ಶ್ರೀ ಆಂಜನೇಯ ಸ್ವಾಮಿ ದೇವಸ್ಥಾನದ ಆವರಣದಲ್ಲಿ ಹನುಮ ಜಯಂತಿ ಪ್ರಯುಕ್ತ ಗ್ರಾಮದ ರಾಜಬೀದಿಗಳಲ್ಲಿ ಶ್ರೀ ಆಂಜನೇಯ ಸ್ವಾಮಿ ಮೆರವಣಿಗೆ, ಶ್ರೀ ಆಂಜನೇಯ ಸ್ವಾಮಿ ದೇವಸ್ಥಾನದಲ್ಲಿ ಮಹಾಮಂಗಳಾರತಿ, ವಿಶೇಷ ಪೂಜಾ ಕಾರ್ಯಕ್ರಮಗಳನ್ನು ಅದ್ಧೂರಿಯಾಗಿ ಆಚರಿಸಲಾಯಿತು. ಕಾರ್ಯಕ್ರಮದಲ್ಲಿ ನಿಡಗಲ್ಲು ಸಂಸ್ಥಾನದ ಸ್ವಾಮೀಜಿ ದಿವ್ಯ ಸಾನಿಧ್ಯ ವಹಿಸಿ ಆಶೀರ್ವಚನ ನೀಡಿ ಮಾತನಾಡಿದರು. [8,795,168,903]
article3-photo [174,794,338,926]
article3-headline: ಎಚ್. ಬಿ. ಹಳ್ಳಿ ಗ್ರಾಮದಲ್ಲಿ ಹನುಮ ಜಯಂತೋತ್ಸವ [8,752,414,778]
december-day-date: ಡಿಸೆಂಬರ್ 25: [707,694,755,705]
december-day-event: ಅಂತರರಾಷ್ಟ್ರೀಯ ನಾಗರಿಕ ವಿಮಾನಯಾನ ದಿನ [751,272,880,283]
december-day-item [707,679,933,693]
december-day-date: ಡಿಸೆಂಬರ್ 27: [707,736,755,747]
december-day-event: ವಿಶ್ವ ಏಡ್ಸ್ ದಿನ [751,90,796,100]
december-day-item [707,145,933,159]
december-day-event: ಅಂತರರಾಷ್ಟ್ರೀಯ ಅಂಗವಿಕಲರ ದಿನ [751,146,850,157]
december-day-item [707,763,933,777]
article1-photo [176,112,526,224]
article2-photo-figures [199,453,527,527]
december-day-item [707,117,933,131]
column-divider [592,752,593,1516]
december-day-event: ಮಂಕಿ ದಿನ [757,483,788,494]
december-day-date: ಡಿಸೆಂಬರ್ 3: [707,146,749,157]
december-day-date: ಡಿಸೆಂಬರ್ 19: [707,567,755,578]
december-day-date: ಡಿಸೆಂಬರ್ 6: [707,216,749,227]
december-day-date: ಡಿಸೆಂಬರ್ 14: [707,469,755,480]
december-day-date: ಡಿಸೆಂಬರ್ 10: [707,328,755,339]
december-day-item [707,412,933,426]
december-day-event: ವಿಶ್ವ ಮಣ್ಣು ದಿನ [751,188,800,199]
article5-column: ಈ ಕಾದಂಬರಿಯಲ್ಲಿ ಕಾಣಬಹುದು. ಸಂಪ್ರದಾಯದ ಜೊತೆ ಬೆಸೆದುಕೊಂಡಿರುವ ಆಚರಣೆಗಳು, ಗ್ರಾಮೀಣ ಬದುಕಿನ ಚಿತ್ರಣ ಇಲ್ಲಿದೆ. ಕಾದಂಬರಿಯ ಪಾತ್ರಗಳು ಜೀವಂತವಾಗಿ ಮೂಡಿಬಂದಿವೆ. ಓದುಗರನ್ನು ಕೊನೆಯವರೆಗೂ ಹಿಡಿದಿಡುವ ಶಕ್ತಿ ಈ ಕೃತಿಗಿದೆ ಎಂದರು. ವಿಮರ್ಶಕ ಡಾ.ರವಿಕುಮಾರ್ ಅವರು ಕೃತಿ ಪರಿಚಯ ಮಾಡಿದರು. [174,1213,286,1321]
december-day-date: ಡಿಸೆಂಬರ್ 16: [707,511,755,522]
december-day-event: ಅಂತರರಾಷ್ಟ್ರೀಯ ಭ್ರಷ್ಟಾಚಾರ ವಿರೋಧಿ ದಿನ [751,314,873,325]
december-day-event: ಉತ್ತಮ ಆಡಳಿತ ದಿನ [757,651,818,662]
december-day-event: ಬಾಕ್ಸಿಂಗ್ ಡೇ [757,708,796,719]
december-day-event: ರಾಷ್ಟ್ರೀಯ ಮೈಕ್ರೋವೇವ್ ಓವನ್ ದಿನ [751,230,859,241]
